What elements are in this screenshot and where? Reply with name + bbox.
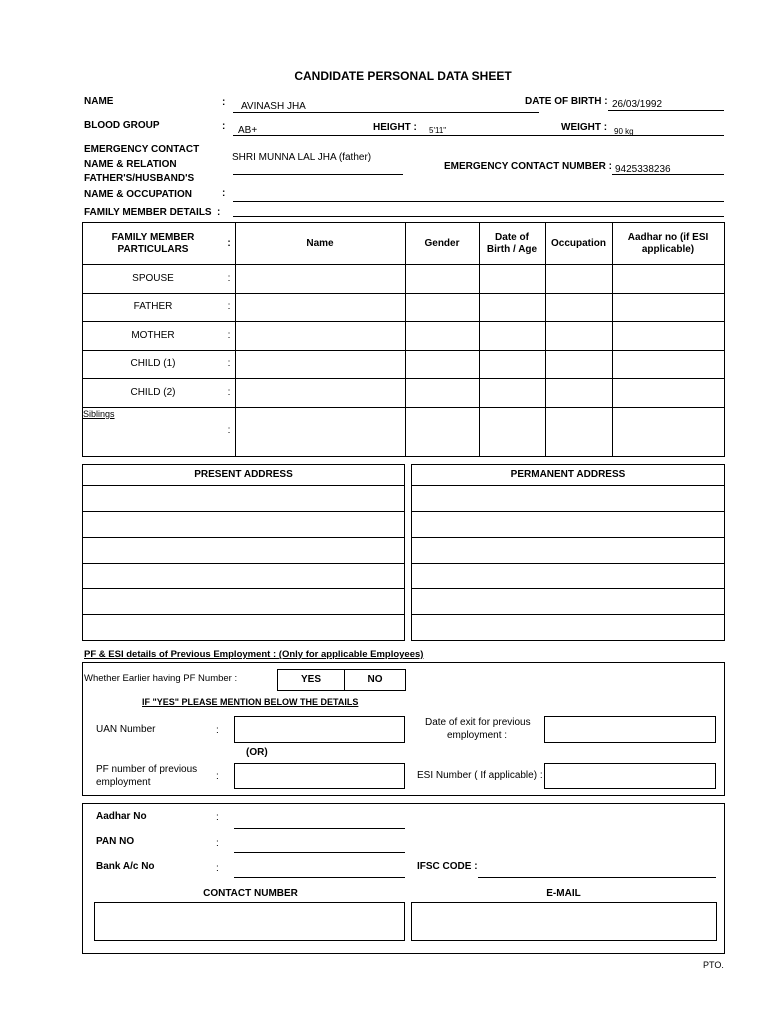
weight-value[interactable]: 90 kg bbox=[614, 127, 634, 136]
colon: : bbox=[216, 863, 219, 874]
pto-note: PTO. bbox=[703, 960, 724, 970]
colon: : bbox=[222, 188, 226, 199]
emergency-contact-value[interactable]: SHRI MUNNA LAL JHA (father) bbox=[232, 152, 372, 163]
emergency-contact-label: EMERGENCY CONTACT bbox=[84, 144, 200, 155]
permanent-address-box[interactable] bbox=[411, 464, 725, 641]
emergency-relation-label: NAME & RELATION bbox=[84, 159, 177, 170]
name-value[interactable]: AVINASH JHA bbox=[241, 101, 306, 112]
pf-number-input[interactable] bbox=[234, 763, 405, 789]
colon: : bbox=[227, 301, 231, 312]
row-siblings: Siblings bbox=[83, 409, 115, 419]
pf-esi-heading: PF & ESI details of Previous Employment : (Only for applicable Employees) bbox=[84, 649, 424, 660]
dob-value[interactable]: 26/03/1992 bbox=[612, 99, 663, 110]
esi-number-label: ESI Number ( If applicable) : bbox=[417, 770, 543, 781]
pan-input[interactable] bbox=[234, 852, 405, 853]
row-child-2: CHILD (2) bbox=[130, 386, 176, 398]
ifsc-input[interactable] bbox=[478, 877, 716, 878]
emergency-number-value[interactable]: 9425338236 bbox=[615, 164, 671, 175]
height-label: HEIGHT : bbox=[373, 122, 417, 133]
father-occupation-label: NAME & OCCUPATION bbox=[84, 189, 192, 200]
bank-account-label: Bank A/c No bbox=[96, 861, 155, 872]
dob-label: DATE OF BIRTH : bbox=[525, 96, 608, 107]
col-gender: Gender bbox=[424, 237, 460, 249]
email-label: E-MAIL bbox=[546, 888, 581, 899]
col-occupation: Occupation bbox=[550, 237, 606, 249]
present-address-heading: PRESENT ADDRESS bbox=[194, 469, 293, 480]
row-child-1: CHILD (1) bbox=[130, 358, 176, 369]
colon: : bbox=[227, 329, 231, 341]
colon: : bbox=[227, 272, 231, 284]
family-details-label: FAMILY MEMBER DETAILS bbox=[84, 207, 212, 218]
family-table bbox=[82, 222, 725, 457]
contact-number-label: CONTACT NUMBER bbox=[203, 888, 298, 899]
name-label: NAME bbox=[84, 96, 114, 107]
uan-label: UAN Number bbox=[96, 724, 156, 735]
permanent-address-heading: PERMANENT ADDRESS bbox=[510, 469, 626, 480]
dob-underline bbox=[608, 110, 724, 111]
or-label: (OR) bbox=[246, 747, 268, 758]
exit-date-label: Date of exit for previous bbox=[425, 717, 531, 728]
name-underline bbox=[233, 112, 539, 113]
col-dob-age: Date of Birth / Age bbox=[486, 231, 538, 255]
colon: : bbox=[216, 838, 219, 849]
bank-account-input[interactable] bbox=[234, 877, 405, 878]
if-yes-instruction: IF "YES" PLEASE MENTION BELOW THE DETAILS bbox=[142, 697, 359, 707]
esi-number-input[interactable] bbox=[544, 763, 716, 789]
pan-label: PAN NO bbox=[96, 836, 135, 847]
colon: : bbox=[227, 425, 231, 436]
colon: : bbox=[227, 358, 231, 369]
pf-previous-label: PF number of previous bbox=[96, 764, 198, 775]
colon: : bbox=[227, 386, 231, 398]
uan-input[interactable] bbox=[234, 716, 405, 743]
blood-underline bbox=[233, 135, 724, 136]
father-underline bbox=[233, 201, 724, 202]
row-father: FATHER bbox=[133, 301, 173, 312]
emergency-name-underline bbox=[233, 174, 403, 175]
present-address-box[interactable] bbox=[82, 464, 405, 641]
blood-group-value[interactable]: AB+ bbox=[238, 125, 258, 136]
colon: : bbox=[222, 97, 226, 108]
colon: : bbox=[216, 812, 219, 823]
exit-date-label-2: employment : bbox=[447, 730, 508, 741]
aadhar-input[interactable] bbox=[234, 828, 405, 829]
yes-option[interactable]: YES bbox=[277, 669, 345, 691]
earlier-pf-label: Whether Earlier having PF Number : bbox=[84, 673, 238, 684]
ifsc-label: IFSC CODE : bbox=[417, 861, 478, 872]
colon: : bbox=[216, 725, 219, 736]
no-option[interactable]: NO bbox=[344, 669, 406, 691]
exit-date-input[interactable] bbox=[544, 716, 716, 743]
row-spouse: SPOUSE bbox=[132, 272, 174, 284]
colon: : bbox=[227, 237, 231, 249]
weight-label: WEIGHT : bbox=[561, 122, 608, 133]
father-label: FATHER'S/HUSBAND'S bbox=[84, 173, 195, 184]
col-aadhar: Aadhar no (if ESI applicable) bbox=[627, 231, 709, 255]
colon: : bbox=[217, 207, 221, 218]
row-mother: MOTHER bbox=[131, 329, 175, 341]
height-value[interactable]: 5'11" bbox=[429, 126, 447, 135]
col-particulars: FAMILY MEMBER PARTICULARS bbox=[111, 231, 195, 255]
aadhar-label: Aadhar No bbox=[96, 811, 147, 822]
colon: : bbox=[216, 771, 219, 782]
col-name: Name bbox=[306, 237, 334, 249]
pf-previous-label-2: employment bbox=[96, 777, 151, 788]
family-details-underline bbox=[233, 216, 724, 217]
contact-number-input[interactable] bbox=[94, 902, 405, 941]
colon: : bbox=[222, 121, 226, 132]
emergency-number-underline bbox=[612, 174, 724, 175]
email-input[interactable] bbox=[411, 902, 717, 941]
page-title: CANDIDATE PERSONAL DATA SHEET bbox=[294, 69, 512, 83]
blood-group-label: BLOOD GROUP bbox=[84, 120, 160, 131]
emergency-number-label: EMERGENCY CONTACT NUMBER : bbox=[444, 161, 612, 172]
